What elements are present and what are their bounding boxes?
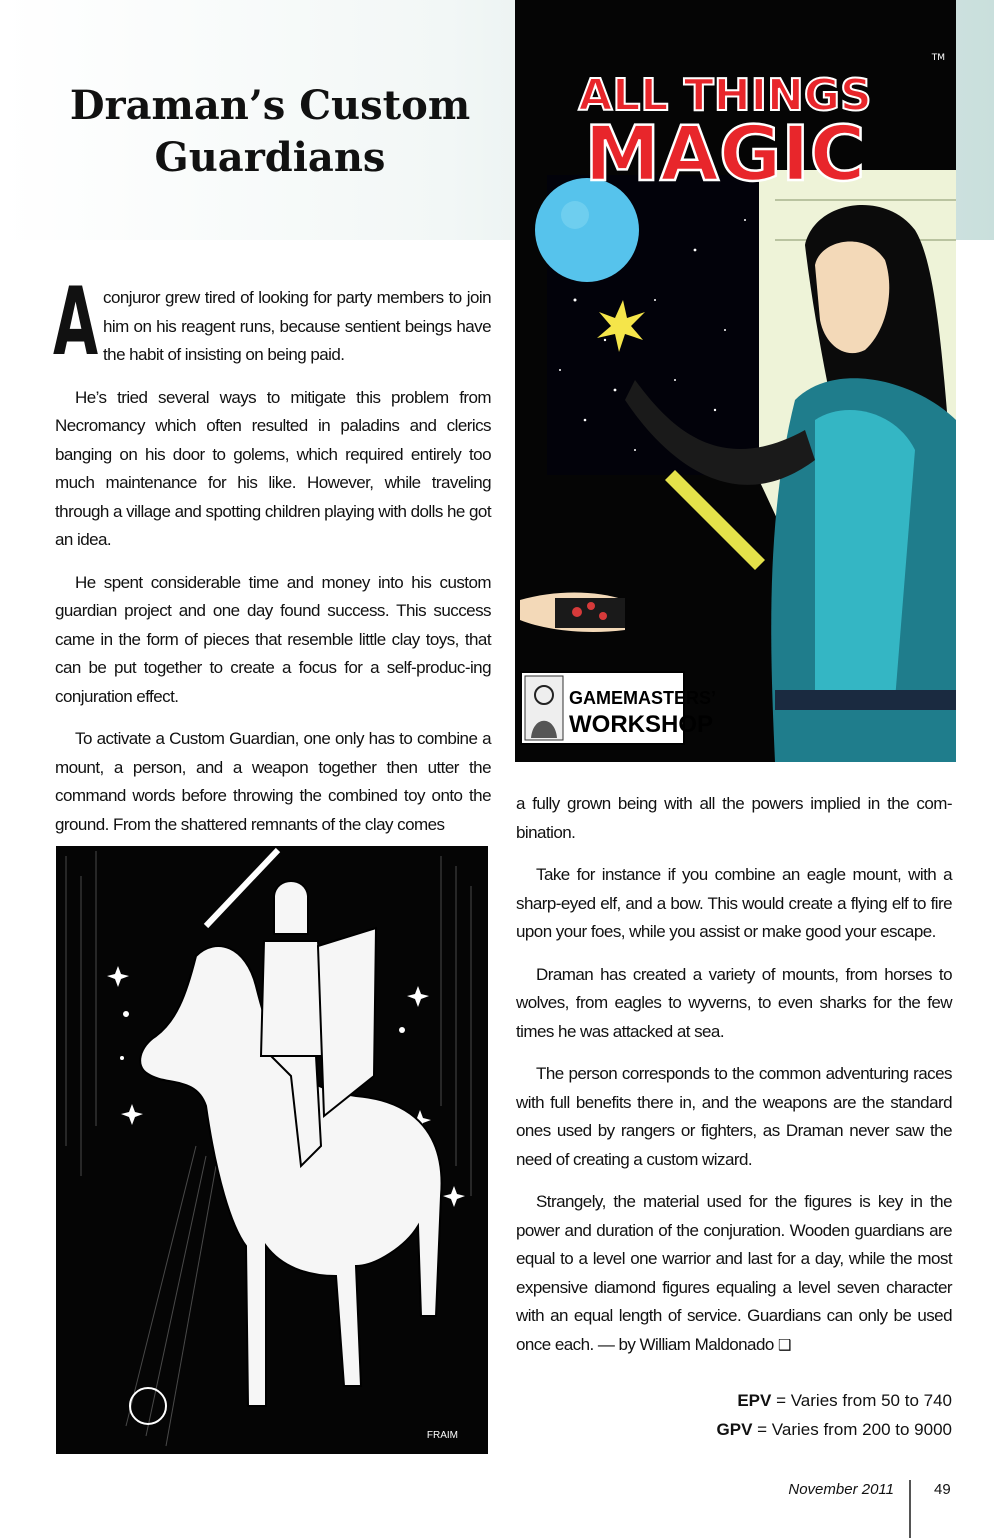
gpv-line xyxy=(717,1415,952,1444)
cover-title-line2: MAGIC xyxy=(584,109,866,198)
paragraph-1 xyxy=(53,268,491,377)
paragraph-5: a fully grown being with all the powers implied in the com-bination. xyxy=(516,794,952,842)
paragraph-1-text: conjuror grew tired of looking for party members to join him on his reagent runs, because sentient beings have the habit of insisting on being paid. xyxy=(103,288,491,364)
paragraph-3: He spent considerable time and money into his custom guardian project and one day found success. This success came in the form of pieces that resemble little clay toys, that can be put together to create a focus for a self-produc-ing conjuration effect. xyxy=(55,572,491,706)
footer-date: November 2011 xyxy=(788,1481,894,1498)
epv-line xyxy=(717,1386,952,1415)
gpv-value: = Varies from 200 to 9000 xyxy=(752,1420,952,1439)
paragraph-2: He’s tried several ways to mitigate this problem from Necromancy which often resulted in paladins and clerics banging on his door to golems, which required entirely too much maintenance for his like. However, while traveling through a village and spotting children playing with dolls he got an idea. xyxy=(55,387,491,549)
page-number: 49 xyxy=(934,1481,951,1498)
stats-block xyxy=(717,1386,952,1444)
paragraph-9-text: Strangely, the material used for the figures is key in the power and duration of the conjuration. Wooden guardians are equal to a level one warrior and last for a day, while the most expensive diamond figures equaling a level seven character with an equal length of service. Guardians can only be used once each. — by William Maldonado xyxy=(516,1192,952,1354)
paragraph-4: To activate a Custom Guardian, one only has to combine a mount, a person, and a weapon together then utter the command words before throwing the combined toy onto the ground. From the shattered remnants of the clay comes xyxy=(55,729,491,834)
end-mark-icon: ❑ xyxy=(777,1335,791,1354)
cover-title-line1: ALL THINGS xyxy=(578,70,872,121)
right-column xyxy=(516,790,952,1373)
paragraph-6: Take for instance if you combine an eagle mount, with a sharp-eyed elf, and a bow. This would create a flying elf to fire upon your foes, while you assist or make good your escape. xyxy=(516,865,952,941)
all-things-magic-cover xyxy=(515,0,956,762)
gpv-label: GPV xyxy=(716,1420,753,1439)
epv-value: = Varies from 50 to 740 xyxy=(771,1391,952,1410)
paragraph-9 xyxy=(516,1188,952,1359)
left-column xyxy=(53,268,491,853)
drop-cap: A xyxy=(53,268,98,377)
epv-label: EPV xyxy=(737,1391,772,1410)
trademark: TM xyxy=(931,53,945,63)
paragraph-8: The person corresponds to the common adventuring races with full benefits there in, and the weapons are the standard ones used by rangers or fighters, as Draman never saw the need of creating a custom wizard. xyxy=(516,1064,952,1169)
paragraph-7: Draman has created a variety of mounts, from horses to wolves, from eagles to wyverns, to even sharks for the few times he was attacked at sea. xyxy=(516,964,952,1041)
illustrator-signature: FRAIM xyxy=(426,1430,458,1441)
publisher-line2: WORKSHOP xyxy=(569,711,713,738)
publisher-line1: GAMEMASTERS’ xyxy=(569,688,717,708)
knight-on-horse-illustration xyxy=(56,846,488,1454)
footer-divider xyxy=(909,1480,911,1538)
article-title: Draman’s Custom Guardians xyxy=(69,82,471,181)
